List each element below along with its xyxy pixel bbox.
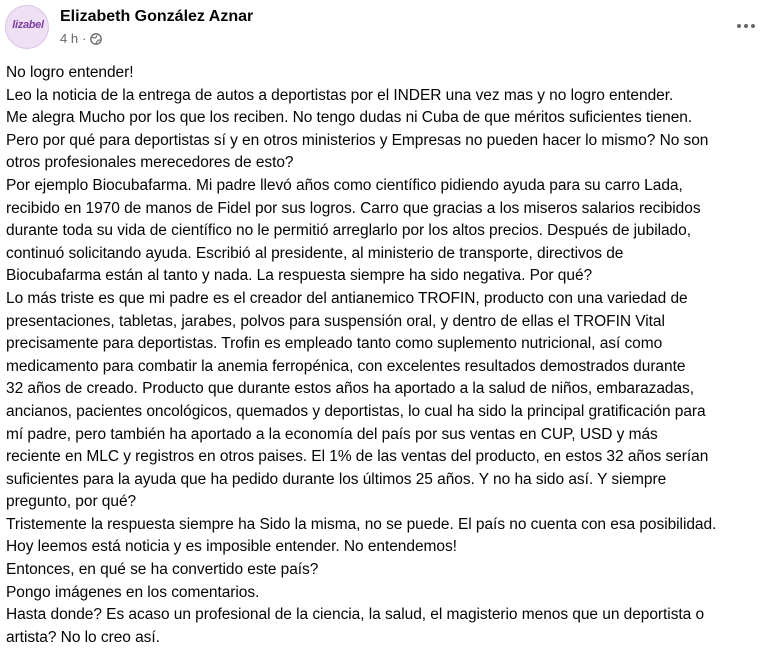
more-options-icon[interactable] [732, 14, 760, 38]
post-text-line: Hasta donde? Es acaso un profesional de la ciencia, la salud, el magisterio menos que un deportista o [6, 606, 705, 624]
post-text-line: Pero por qué para deportistas sí y en otros ministerios y Empresas no pueden hacer lo mismo? No son [6, 131, 709, 149]
post-body [6, 62, 766, 649]
post-header [0, 0, 767, 58]
post-text-line: Me alegra Mucho por los que los reciben. No tengo dudas ni Cuba de que méritos suficientes tienen. [6, 109, 693, 127]
post-text-line: medicamento para combatir la anemia ferropénica, con excelentes resultados demostrados durante [6, 357, 686, 375]
post-text-line: recibido en 1970 de manos de Fidel por sus logros. Carro que gracias a los miseros salarios recibidos [6, 199, 701, 217]
avatar[interactable] [5, 5, 49, 49]
post-text-line: Hoy leemos está noticia y es imposible entender. No entendemos! [6, 538, 457, 556]
post-text-line: otros profesionales merecedores de esto? [6, 154, 294, 172]
post-text-line: mí padre, pero también ha aportado a la economía del país por sus ventas en CUP, USD y más [6, 425, 658, 443]
post-text-line: durante toda su vida de científico no le permitió arreglarlo por los altos precios. Después de jubilado, [6, 222, 691, 240]
post-text-line: pregunto, por qué? [6, 493, 137, 511]
post-time[interactable]: 4 h [60, 31, 79, 46]
post-text-line: artista? No lo creo así. [6, 628, 160, 646]
post-text-line: 32 años de creado. Producto que durante estos años ha aportado a la salud de niños, embarazadas, [6, 380, 695, 398]
post-text-line: suficientes para la ayuda que ha pedido durante los últimos 25 años. Y no ha sido así. Y siempre [6, 470, 667, 488]
globe-icon[interactable] [90, 33, 102, 45]
post-text-line: Por ejemplo Biocubafarma. Mi padre llevó años como científico pidiendo ayuda para su carro Lada, [6, 176, 683, 194]
post-text-line: Tristemente la respuesta siempre ha Sido la misma, no se puede. El país no cuenta con esa posibilidad. [6, 515, 717, 533]
post-text-line: continuó solicitando ayuda. Escribió al presidente, al ministerio de transporte, directivos de [6, 244, 624, 262]
post-text-line: Biocubafarma están al tanto y nada. La respuesta siempre ha sido negativa. Por qué? [6, 267, 593, 285]
post-text-line: ancianos, pacientes oncológicos, quemados y deportistas, lo cual ha sido la principal gratificación para [6, 402, 706, 420]
post-text-line: Lo más triste es que mi padre es el creador del antianemico TROFIN, producto con una variedad de [6, 289, 688, 307]
post-text-line: Entonces, en qué se ha convertido este país? [6, 561, 319, 579]
post-text-line: presentaciones, tabletas, jarabes, polvos para suspensión oral, y dentro de ellas el TROFIN Vital [6, 312, 665, 330]
post-text-line: reciente en MLC y registros en otros paises. El 1% de las ventas del producto, en estos 32 años serían [6, 448, 709, 466]
author-name[interactable]: Elizabeth González Aznar [60, 8, 254, 25]
meta-separator: · [82, 31, 87, 46]
post-text-line: Pongo imágenes en los comentarios. [6, 583, 260, 601]
post-text-line: No logro entender! [6, 64, 134, 81]
post-text-line: Leo la noticia de la entrega de autos a deportistas por el INDER una vez mas y no logro entender. [6, 86, 674, 104]
post-meta [60, 31, 102, 46]
avatar-logo-text: lizabel [12, 19, 44, 31]
post-text-line: precisamente para deportistas. Trofin es empleado tanto como suplemento nutricional, así como [6, 335, 663, 353]
